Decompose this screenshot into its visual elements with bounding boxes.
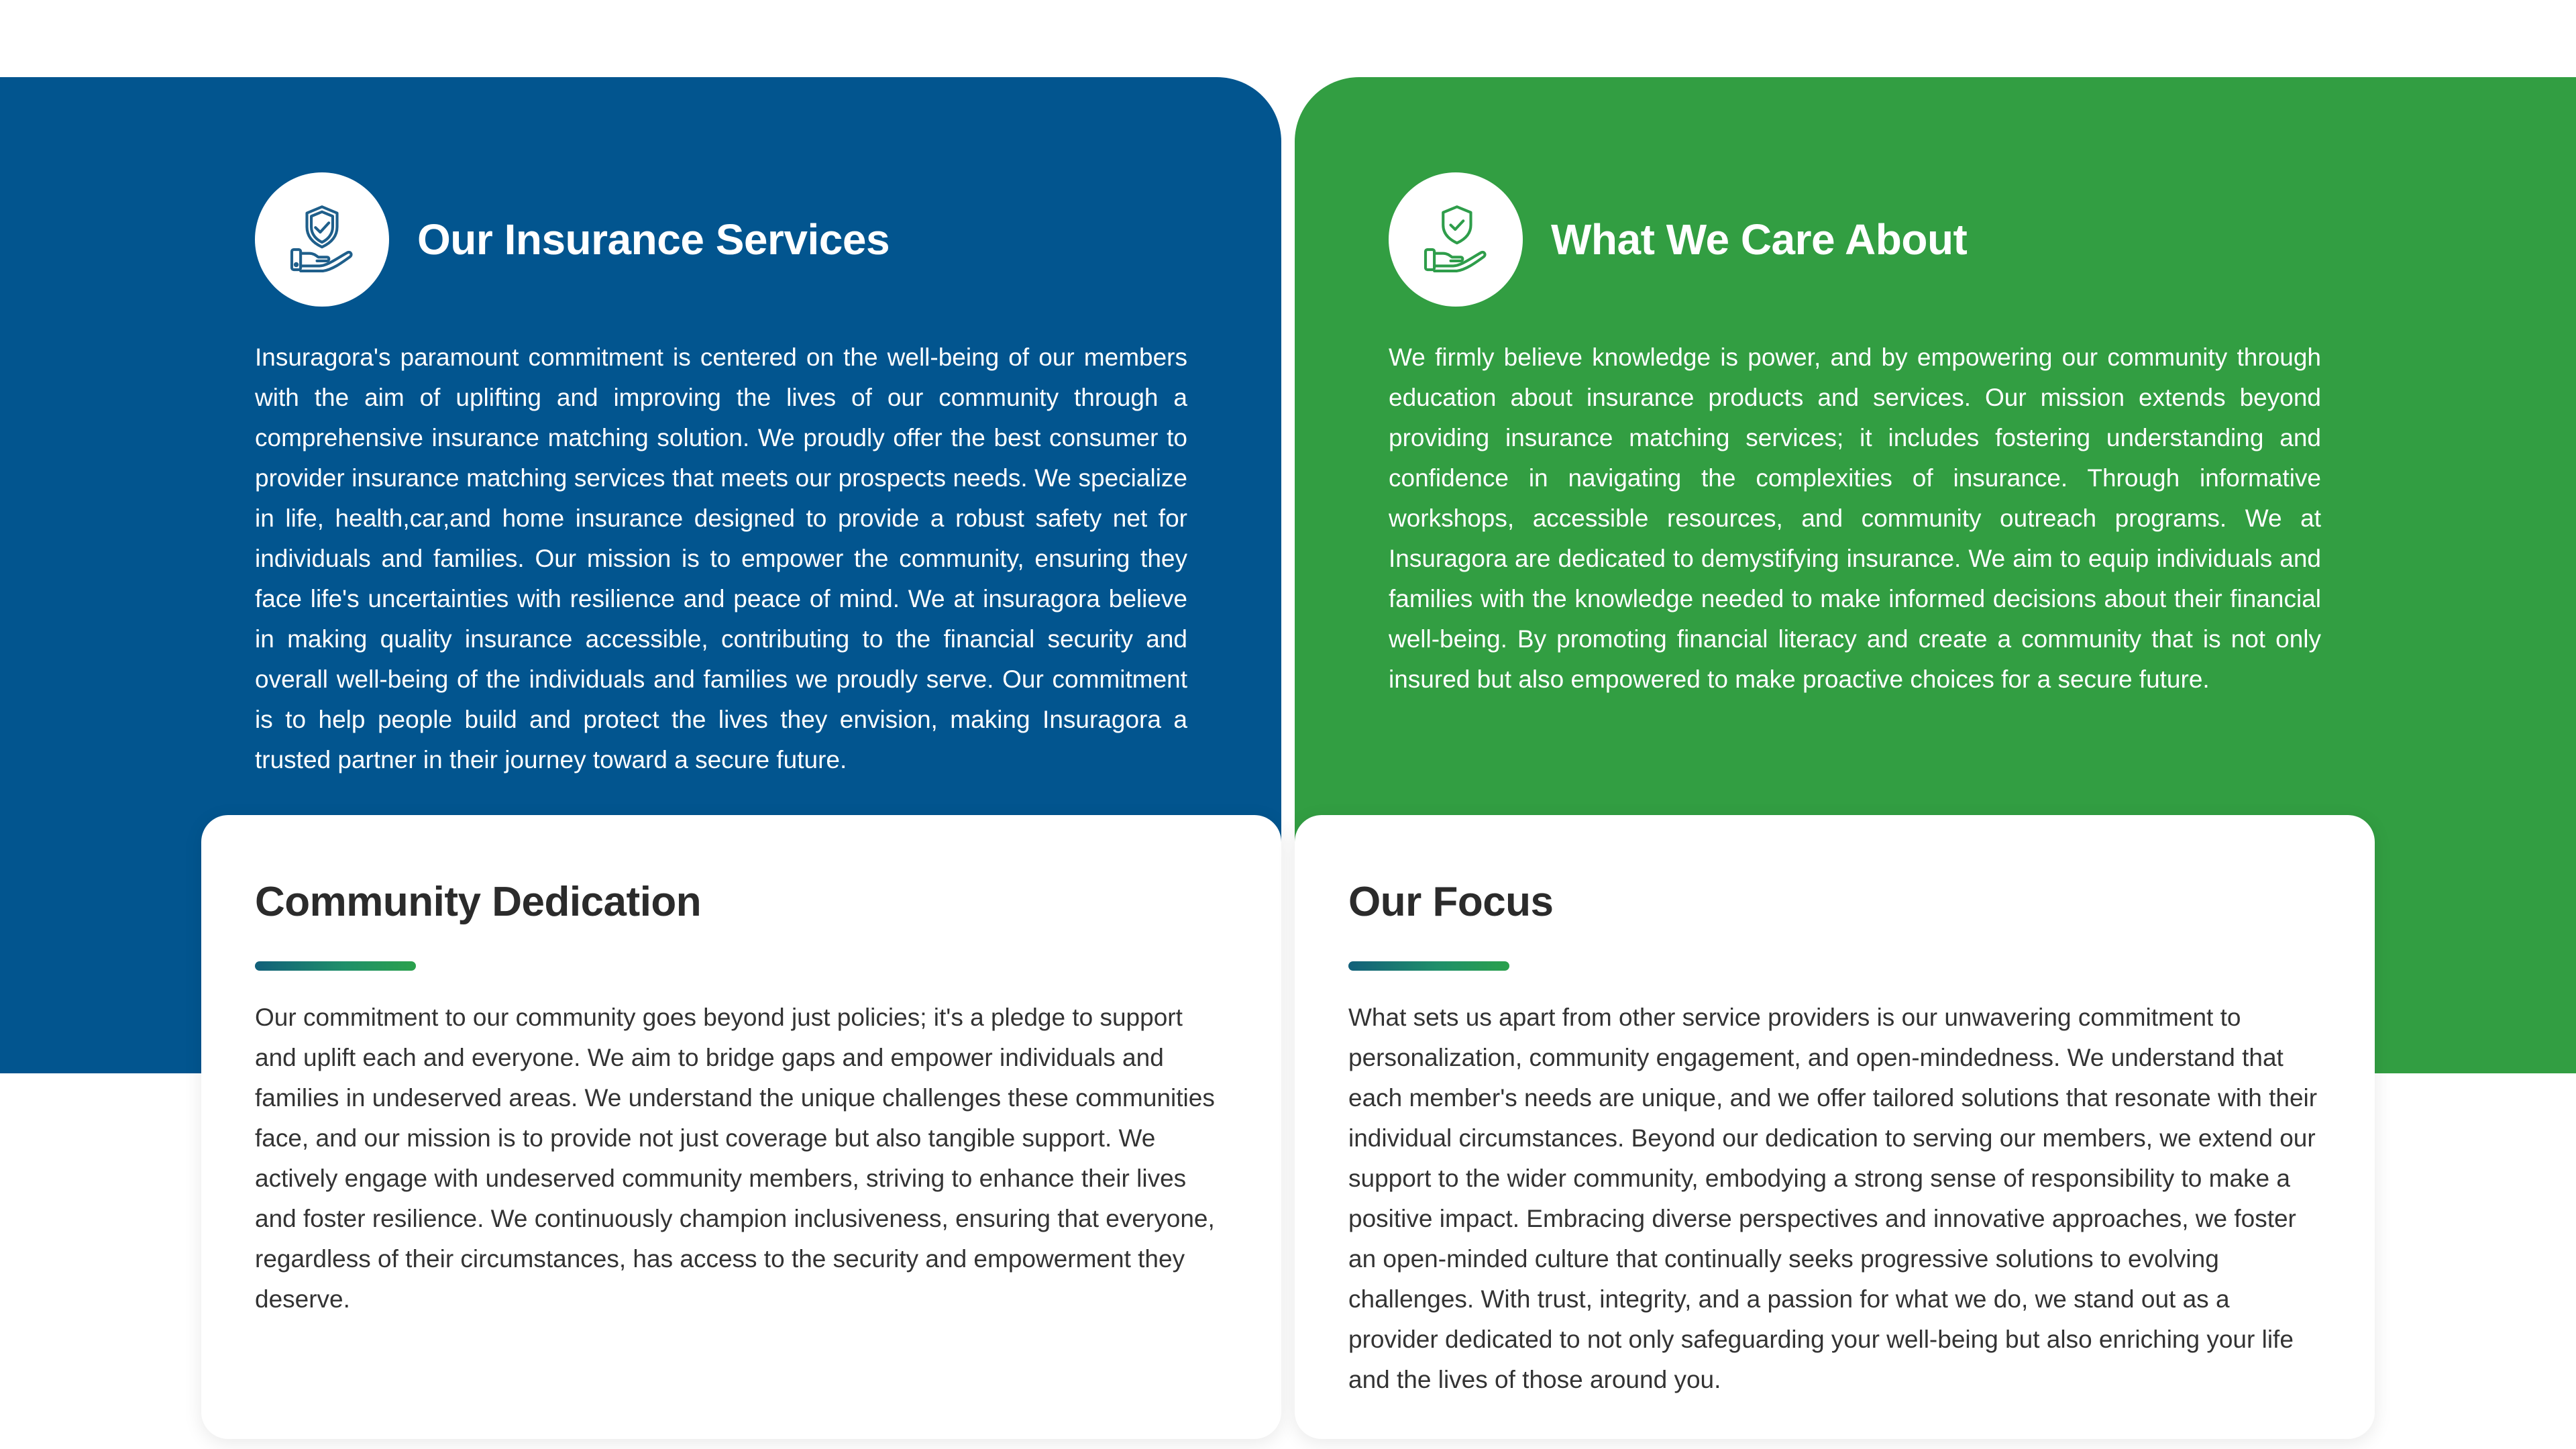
- care-about-title: What We Care About: [1551, 215, 1968, 264]
- care-about-section: [1389, 172, 2321, 700]
- our-focus-divider: [1348, 961, 1509, 971]
- care-about-text: We firmly believe knowledge is power, and by empowering our community through education about insurance products and services. Our mission extends beyond providing insurance matching services; it includes fostering understanding and confidence in navigating the complexities of insurance. Through informative workshops, accessible resources, and community outreach programs. We at Insuragora are dedicated to demystifying insurance. We aim to equip individuals and families with the knowledge needed to make informed decisions about their financial well-being. By promoting financial literacy and create a community that is not only insured but also empowered to make proactive choices for a secure future.: [1389, 343, 2321, 693]
- insurance-services-header: [255, 172, 1187, 307]
- insurance-services-icon-badge: [255, 172, 389, 307]
- insurance-shield-hand-icon: [282, 199, 362, 280]
- care-about-icon-badge: [1389, 172, 1523, 307]
- community-dedication-divider: [255, 961, 416, 971]
- insurance-services-title: Our Insurance Services: [417, 215, 890, 264]
- community-dedication-text: Our commitment to our community goes beyond just policies; it's a pledge to support and uplift each and everyone. We aim to bridge gaps and empower individuals and families in undeserved areas. We understand the unique challenges these communities face, and our mission is to provide not just coverage but also tangible support. We actively engage with undeserved community members, striving to enhance their lives and foster resilience. We continuously champion inclusiveness, ensuring that everyone, regardless of their circumstances, has access to the security and empowerment they deserve.: [255, 1004, 1215, 1313]
- community-dedication-card: [201, 815, 1281, 1439]
- our-focus-title: Our Focus: [1348, 879, 1554, 925]
- insurance-services-section: [255, 172, 1187, 780]
- community-dedication-title: Community Dedication: [255, 879, 702, 925]
- insurance-services-text: Insuragora's paramount commitment is centered on the well-being of our members with the aim of uplifting and improving the lives of our community through a comprehensive insurance matching solution. We proudly offer the best consumer to provider insurance matching services that meets our prospects needs. We specialize in life, health,car,and home insurance designed to provide a robust safety net for individuals and families. Our mission is to empower the community, ensuring they face life's uncertainties with resilience and peace of mind. We at insuragora believe in making quality insurance accessible, contributing to the financial security and overall well-being of the individuals and families we proudly serve. Our commitment is to help people build and protect the lives they envision, making Insuragora a trusted partner in their journey toward a secure future.: [255, 343, 1187, 773]
- our-focus-card: [1295, 815, 2375, 1439]
- our-focus-text: What sets us apart from other service providers is our unwavering commitment to personalization, community engagement, and open-mindedness. We understand that each member's needs are unique, and we offer tailored solutions that resonate with their individual circumstances. Beyond our dedication to serving our members, we extend our support to the wider community, embodying a strong sense of responsibility to make a positive impact. Embracing diverse perspectives and innovative approaches, we foster an open-minded culture that continually seeks progressive solutions to evolving challenges. With trust, integrity, and a passion for what we do, we stand out as a provider dedicated to not only safeguarding your well-being but also enriching your life and the lives of those around you.: [1348, 1004, 2318, 1393]
- care-about-header: [1389, 172, 2321, 307]
- care-shield-hand-icon: [1415, 199, 1496, 280]
